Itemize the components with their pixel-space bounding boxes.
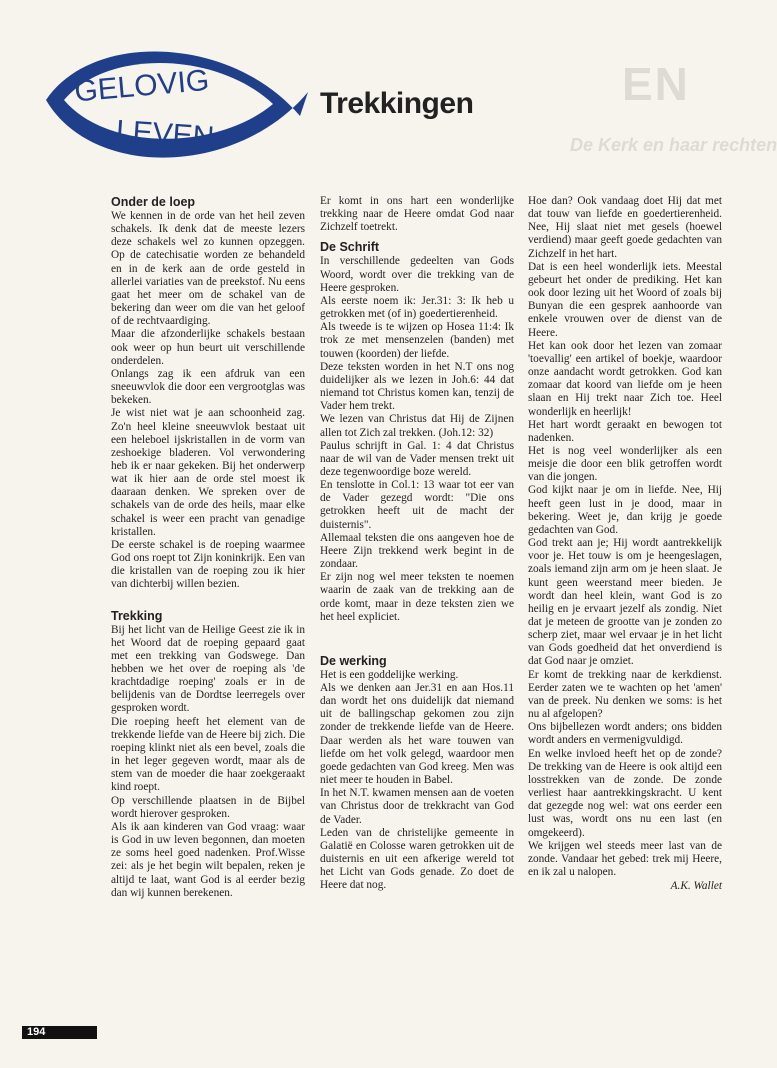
- paragraph: Het hart wordt geraakt en bewogen tot nadenken.: [528, 418, 722, 444]
- page-number: 194: [27, 1026, 46, 1038]
- paragraph: Dat is een heel wonderlijk iets. Meestal gebeurt het onder de prediking. Het kan ook door lezing uit het Woord of zoals bij Bunyan die een gesprek aanhoorde van enkele vrouwen over de dienst van de Heere.: [528, 260, 722, 339]
- paragraph: Hoe dan? Ook vandaag doet Hij dat met dat touw van liefde en goedertierenheid. Nee, Hij slaat niet met gesels (hoewel verdiend) maar geeft goede gedachten van Zichzelf in het hart.: [528, 195, 722, 260]
- paragraph: God trekt aan je; Hij wordt aantrekkelijk voor je. Het touw is om je heengeslagen, zoals iemand zijn arm om je heen slaat. Je kunt geen weerstand meer bieden. Je wordt dan heel klein, want God is zo heilig en je ervaart jezelf als zondig. Niet dat je meteen de grootte van je zonden zo scherp ziet, maar wel ervaar je in het licht van Gods goedheid dat het onverdiend is dat God naar je omziet.: [528, 537, 722, 668]
- page-title: Trekkingen: [320, 87, 474, 120]
- paragraph: Leden van de christelijke gemeente in Galatië en Colosse waren getrokken uit de duisternis en uit een afkerige wereld tot het Licht van Gods genade. Zo doet de Heere dat nog.: [320, 826, 514, 892]
- paragraph: Maar die afzonderlijke schakels bestaan ook weer op hun beurt uit verschillende onderdelen.: [111, 328, 305, 367]
- paragraph: Op verschillende plaatsen in de Bijbel wordt hierover gesproken.: [111, 794, 305, 820]
- author-signature: A.K. Wallet: [670, 880, 722, 893]
- paragraph: Het is nog veel wonderlijker als een meisje die door een blik getroffen wordt van die jongen.: [528, 444, 722, 484]
- paragraph: En welke invloed heeft het op de zonde? De trekking van de Heere is ook altijd een losstrekken van de zonde. De zonde verliest haar aantrekkingskracht. U kent dat gezegde nog wel: wat ons eerder een lust was, wordt ons nu een last (en omgekeerd).: [528, 747, 722, 839]
- paragraph: Je wist niet wat je aan schoonheid zag. Zo'n heel kleine sneeuwvlok bestaat uit een heleboel ijskristallen in de vorm van zeshoekige bladeren. Vol verwondering heb ik er naar gekeken. Bij het onderwerp wat ik hier aan de orde stel moest ik daaraan denken. We spreken over de schakels van de orde des heils, maar elke schakel is weer een pracht van genadige kristallen.: [111, 407, 305, 538]
- section-heading: Trekking: [111, 608, 163, 623]
- column-middle: [320, 195, 514, 893]
- background-bleed-text: [570, 55, 777, 185]
- background-line-text: De Kerk en haar rechten: [570, 135, 777, 155]
- paragraph: We kennen in de orde van het heil zeven schakels. Ik denk dat de meeste lezers deze schakels wel zo kunnen opzeggen. Op de catechisatie worden ze behandeld en in de kerk aan de orde gesteld in allerlei variaties van de preekstof. Nu eens gaat het meer om de schakel van de bekering dan weer om die van het geloof of de rechtvaardiging.: [111, 210, 305, 328]
- paragraph: Als we denken aan Jer.31 en aan Hos.11 dan wordt het ons duidelijk dat niemand uit de ballingschap gekomen zou zijn zonder de trekkende liefde van de Heere. Daar werden als het ware touwen van liefde om het volk gelegd, waardoor men goede gedachten van God kreeg. Men was niet meer te houden in Babel.: [320, 682, 514, 787]
- paragraph: Bij het licht van de Heilige Geest zie ik in het Woord dat de roeping gepaard gaat met een trekking van Godswege. Dan hebben we het over de roeping als 'de krachtdadige roeping' zoals er in de belijdenis van de Dordtse leerregels over gesproken wordt.: [111, 623, 305, 715]
- column-right: [528, 195, 722, 893]
- paragraph: Paulus schrijft in Gal. 1: 4 dat Christus naar de wil van de Vader mensen trekt uit deze tegenwoordige boze wereld.: [320, 439, 514, 478]
- logo-word-leven: LEVEN: [114, 114, 216, 155]
- paragraph: En tenslotte in Col.1: 13 waar tot eer van de Vader gezegd wordt: "Die ons getrokken heeft uit de macht der duisternis".: [320, 479, 514, 531]
- paragraph: Allemaal teksten die ons aangeven hoe de Heere Zijn trekkend werk begint in de zondaar.: [320, 531, 514, 571]
- background-large-text: EN: [622, 58, 690, 110]
- section-heading: De werking: [320, 653, 387, 668]
- paragraph: Er zijn nog wel meer teksten te noemen waarin de zaak van de trekking aan de orde komt, maar in deze teksten zien we het heel expliciet.: [320, 571, 514, 623]
- section-heading: Onder de loep: [111, 195, 196, 209]
- paragraph: In verschillende gedeelten van Gods Woord, wordt over die trekking van de Heere gesproken.: [320, 255, 514, 294]
- paragraph: Onlangs zag ik een afdruk van een sneeuwvlok die door een vergrootglas was bekeken.: [111, 367, 305, 407]
- paragraph: Als eerste noem ik: Jer.31: 3: Ik heb u getrokken met (of in) goedertierenheid.: [320, 294, 514, 321]
- paragraph: In het N.T. kwamen mensen aan de voeten van Christus door de trekkracht van God de Vader.: [320, 787, 514, 826]
- paragraph: We lezen van Christus dat Hij de Zijnen allen tot Zich zal trekken. (Joh.12: 32): [320, 413, 514, 439]
- paragraph: Die roeping heeft het element van de trekkende liefde van de Heere bij zich. Die roeping klinkt niet als een bevel, zoals die in het leger gegeven wordt, maar als de stem van de moeder die haar zoekgeraakt kind roept.: [111, 715, 305, 794]
- paragraph: Deze teksten worden in het N.T ons nog duidelijker als we lezen in Joh.6: 44 dat niemand tot Christus komen kan, tenzij de Vader hem trekt.: [320, 360, 514, 413]
- gelovig-leven-logo: [38, 38, 308, 158]
- section-heading: De Schrift: [320, 240, 380, 255]
- paragraph: Het kan ook door het lezen van zomaar 'toevallig' een artikel of boekje, waardoor onze aandacht wordt getrokken. God kan zomaar dat koord van liefde om je heen slaan en Hij trekt naar Zich toe. Heel wonderlijk en heerlijk!: [528, 339, 722, 418]
- paragraph: God kijkt naar je om in liefde. Nee, Hij heeft geen lust in je dood, maar in bekering. Weet je, dan krijg je goede gedachten van God.: [528, 484, 722, 536]
- paragraph: Als ik aan kinderen van God vraag: waar is God in uw leven begonnen, dan moeten ze soms heel goed nadenken. Prof.Wisse zei: als je het begin wilt bepalen, reken je altijd te laat, want God is al eerder bezig dan wij kunnen berekenen.: [111, 820, 305, 899]
- column-left: [111, 195, 305, 900]
- paragraph: Als tweede is te wijzen op Hosea 11:4: Ik trok ze met mensenzelen (banden) met touwen (koorden) der liefde.: [320, 321, 514, 360]
- paragraph: We krijgen wel steeds meer last van de zonde. Vandaar het gebed: trek mij Heere, en ik zal u nalopen.: [528, 839, 722, 878]
- paragraph: De eerste schakel is de roeping waarmee God ons roept tot Zijn koninkrijk. Een van die kristallen van de roeping zou ik hier van dichterbij willen bezien.: [111, 538, 305, 591]
- paragraph: Het is een goddelijke werking.: [320, 668, 459, 681]
- logo-word-gelovig: GELOVIG: [73, 63, 211, 109]
- paragraph: Er komt de trekking naar de kerkdienst. Eerder zaten we te wachten op het 'amen' van de preek. Nu denken we soms: is het nu al afgelopen?: [528, 668, 722, 721]
- paragraph: Er komt in ons hart een wonderlijke trekking naar de Heere omdat God naar Zichzelf toetrekt.: [320, 195, 514, 234]
- paragraph: Ons bijbellezen wordt anders; ons bidden wordt anders en vermenigvuldigd.: [528, 721, 722, 747]
